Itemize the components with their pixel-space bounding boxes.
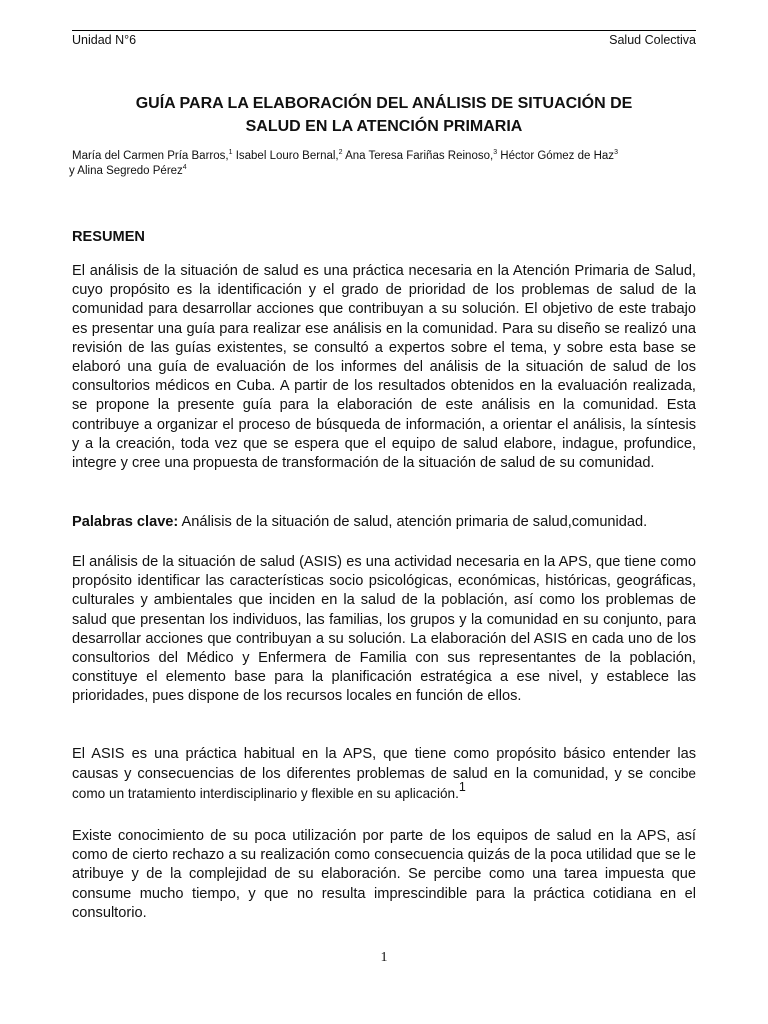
running-header	[72, 30, 696, 48]
author-affiliation: 4	[182, 164, 187, 172]
author-affiliation: 3	[614, 149, 618, 157]
author-name: Héctor Gómez de Haz	[497, 150, 615, 162]
keywords-label: Palabras clave:	[72, 514, 179, 530]
author-affiliation: 2	[338, 149, 343, 157]
title-line-1: GUÍA PARA LA ELABORACIÓN DEL ANÁLISIS DE SITUACIÓN DE	[135, 95, 633, 112]
author-name: Ana Teresa Fariñas Reinoso,	[342, 150, 494, 162]
author-name: Isabel Louro Bernal,	[232, 150, 339, 162]
author-affiliation: 3	[493, 149, 498, 157]
author-affiliation: 1	[228, 149, 233, 157]
paragraph-asis-practice-text: El ASIS es una práctica habitual en la APS, que tiene como propósito básico entender las causas y consecuencias de los diferentes problemas de salud en la comunidad, y se	[72, 746, 696, 783]
citation-reference: 1	[458, 780, 466, 795]
paragraph-asis-practice	[72, 745, 696, 805]
author-name: y Alina Segredo Pérez	[69, 165, 183, 177]
header-course: Salud Colectiva	[609, 33, 696, 47]
paragraph-asis-definition: El análisis de la situación de salud (ASIS) es una actividad necesaria en la APS, que tiene como propósito identificar las características socio psicológicas, económicas, históricas, geográficas, culturales y ambientales que inciden en la salud de la población, así como los problemas de salud que presentan los individuos, las familias, los grupos y la comunidad en su conjunto, para desarrollar acciones que contribuyan a su solución. La elaboración del ASIS en cada uno de los consultorios del Médico y Enfermera de Familia con sus representantes de la población, constituye el elemento base para la planificación estratégica a ese nivel, y establece las prioridades, pues dispone de los recursos locales en función de ellos.	[72, 554, 696, 705]
paragraph-asis-practice-last-line: concibe como un tratamiento interdisciplinario y flexible en su aplicación.	[72, 766, 696, 802]
paragraph-asis-usage: Existe conocimiento de su poca utilización por parte de los equipos de salud en la APS, así como de cierto rechazo a su realización como consecuencia quizás de la poca utilidad que se le atribuye y de la complejidad de su elaboración. Se percibe como una tarea impuesta que consume mucho tiempo, y que no resulta imprescindible para la práctica cotidiana en el consultorio.	[72, 828, 696, 921]
keywords-text: Análisis de la situación de salud, atención primaria de salud,comunidad.	[178, 514, 648, 530]
abstract-text: El análisis de la situación de salud es una práctica necesaria en la Atención Primaria de Salud, cuyo propósito es la identificación y el grado de prioridad de los problemas de salud de la comunidad para desarrollar acciones que contribuyan a su solución. El objetivo de este trabajo es presentar una guía para realizar ese análisis en la comunidad. Para su diseño se realizó una revisión de las guías existentes, se consultó a expertos sobre el tema, y sobre esta base se elaboró una guía de evaluación de los informes del análisis de la situación de salud de los consultorios médicos en Cuba. A partir de los resultados obtenidos en la evaluación realizada, se propone la presente guía para la elaboración de este análisis en la comunidad. Esta contribuye a organizar el proceso de búsqueda de información, a orientar el análisis, la síntesis y a la creación, toda vez que se espera que el equipo de salud elabore, indague, profundice, integre y cree una propuesta de transformación de la situación de salud de su comunidad.	[72, 263, 696, 472]
page-number: 1	[380, 950, 388, 965]
author-list	[69, 149, 712, 179]
abstract-heading: RESUMEN	[72, 229, 145, 245]
title-line-2: SALUD EN LA ATENCIÓN PRIMARIA	[245, 118, 523, 135]
keywords-line	[72, 513, 696, 532]
author-name: María del Carmen Pría Barros,	[72, 150, 229, 162]
header-unit: Unidad N°6	[72, 33, 137, 47]
document-title	[72, 92, 696, 138]
